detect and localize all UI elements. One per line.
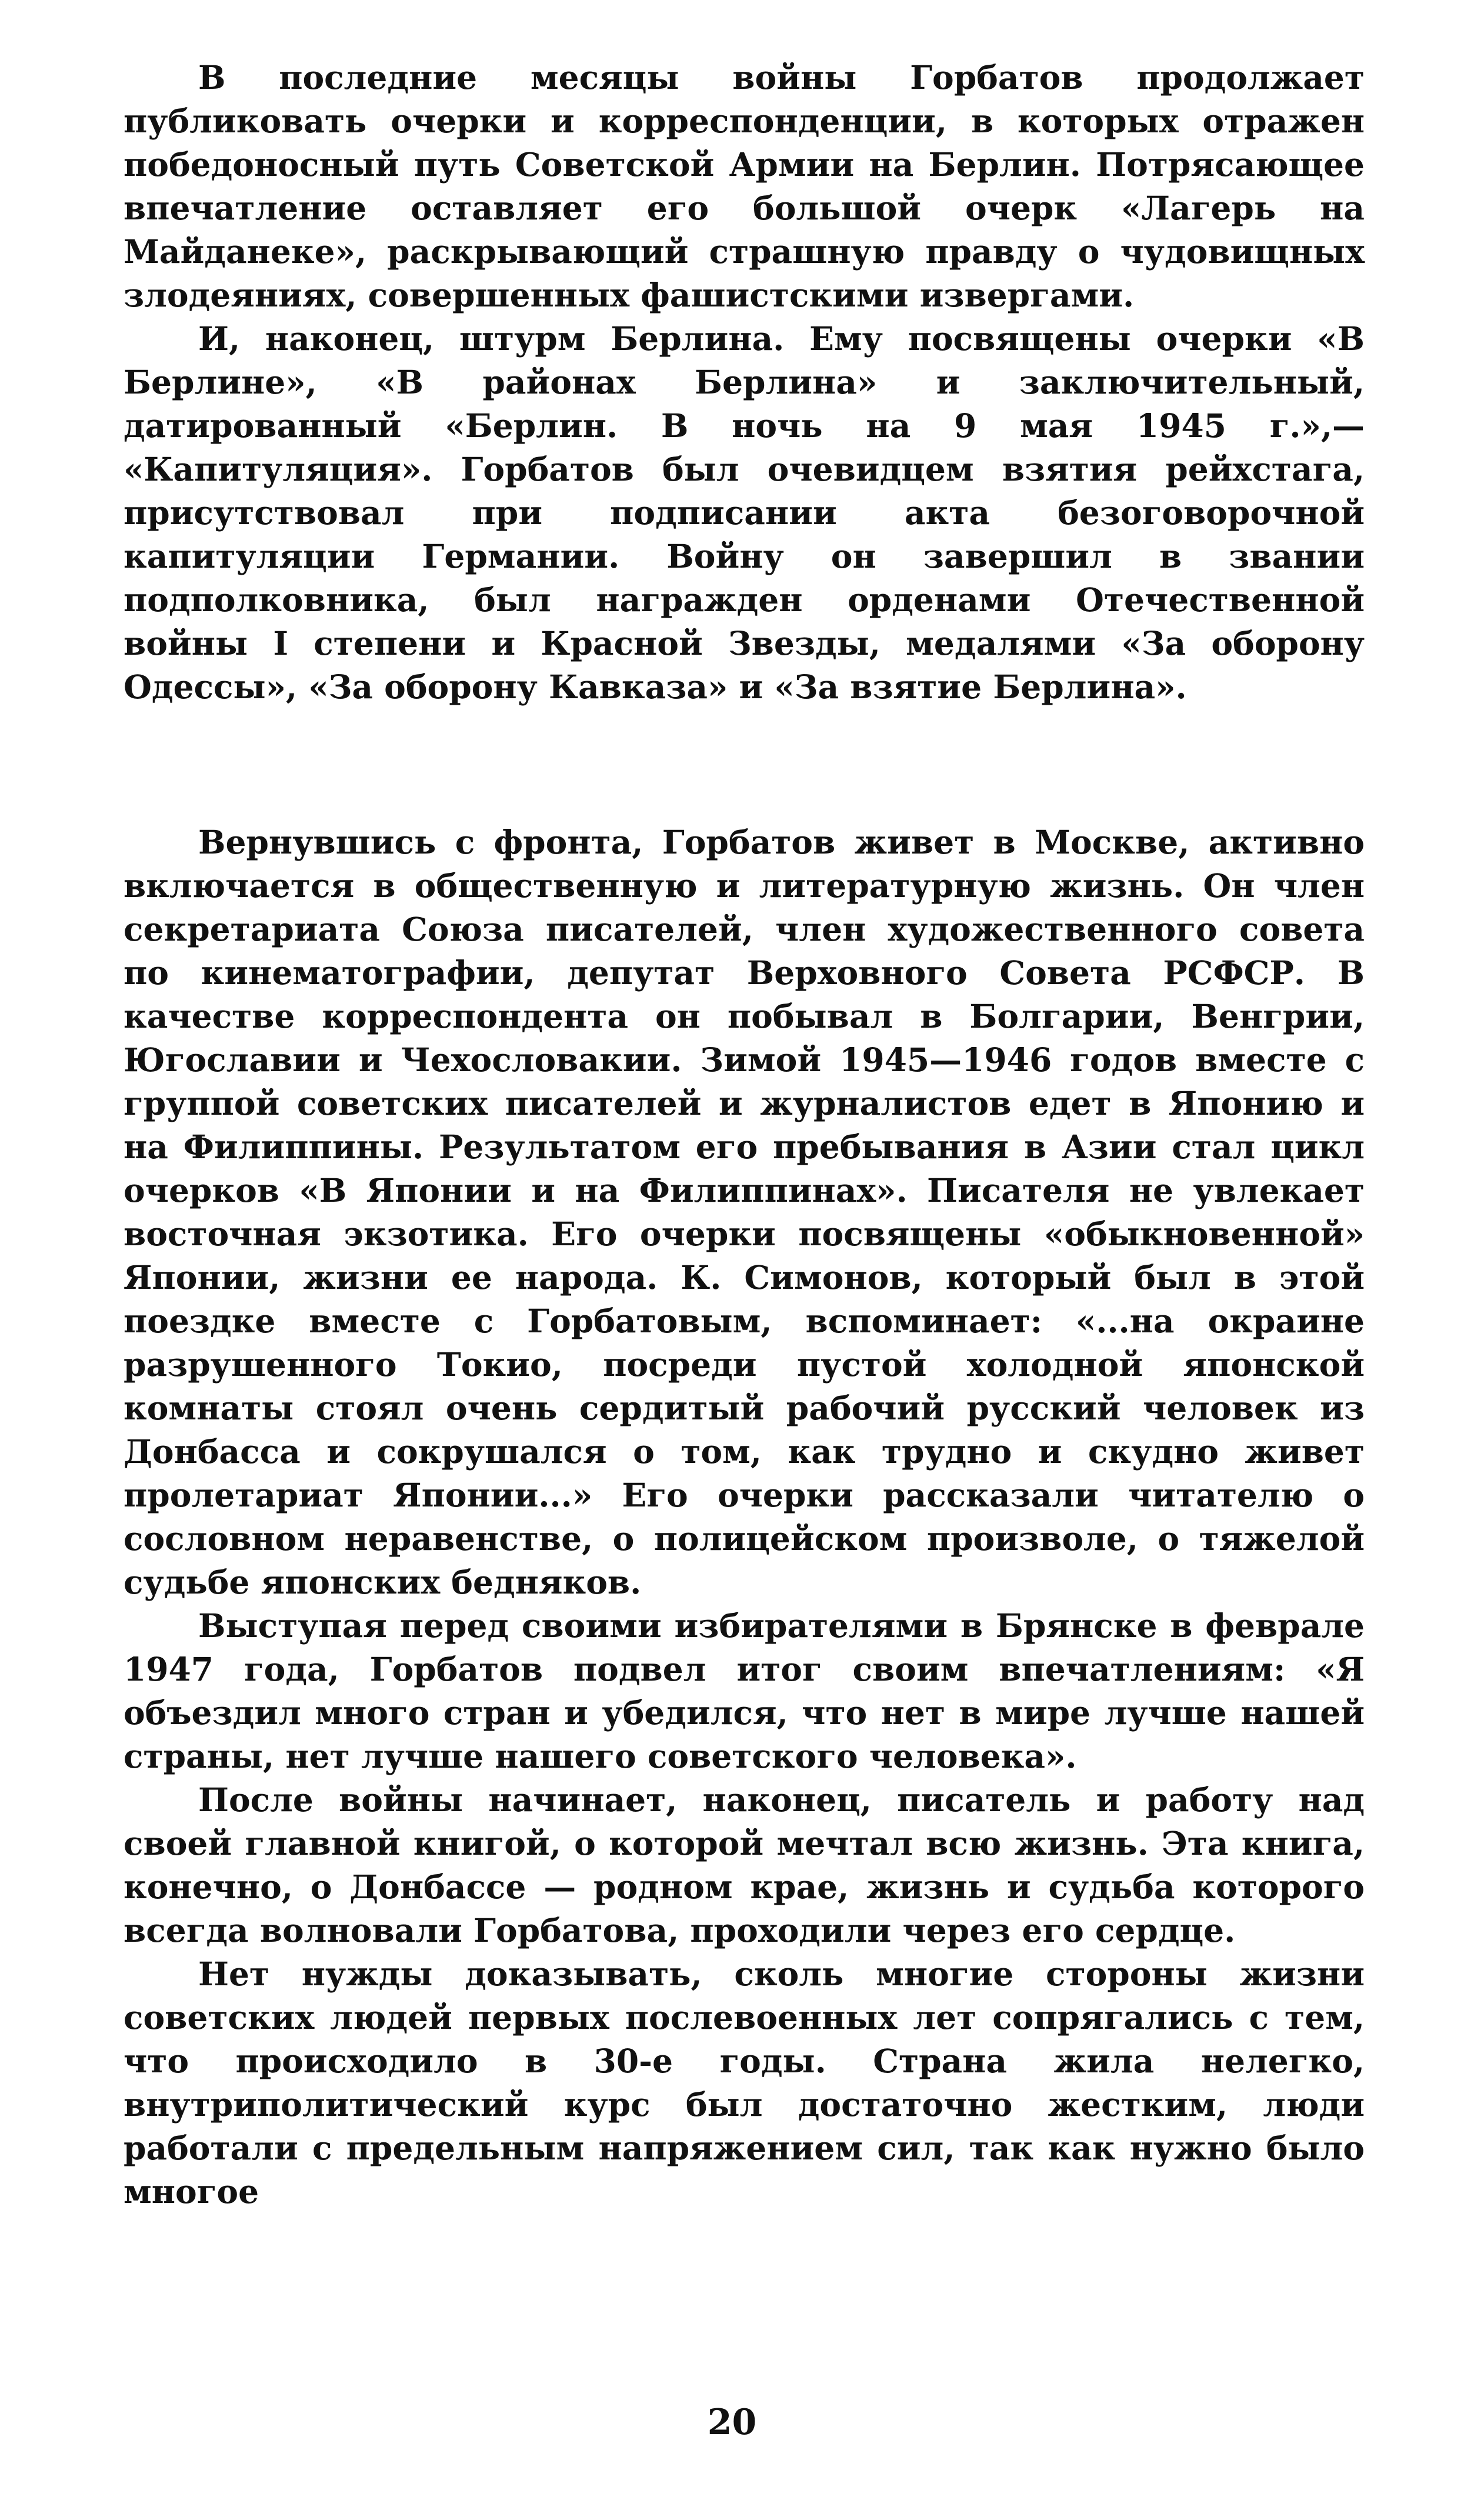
section-divider-space: [124, 709, 1365, 821]
paragraph-bryansk-speech: Выступая перед своими избирателями в Брянске в феврале 1947 года, Горбатов подвел итог своим впечатлениям: «Я объездил много стран и убедился, что нет в мире лучше нашей страны, нет лучше нашего советского человека».: [124, 1606, 1365, 1775]
paragraph-berlin-storm: И, наконец, штурм Берлина. Ему посвящены очерки «В Берлине», «В районах Берлина» и заключительный, датированный «Берлин. В ночь на 9 мая 1945 г.»,— «Капитуляция». Горбатов был очевидцем взятия рейхстага, присутствовал при подписании акта безоговорочной капитуляции Германии. Войну он завершил в звании подполковника, был награжден орденами Отечественной войны I степени и Красной Звезды, медалями «За оборону Одессы», «За оборону Кавказа» и «За взятие Берлина».: [124, 319, 1365, 706]
paragraph-postwar-years: Нет нужды доказывать, сколь многие стороны жизни советских людей первых послевоенных лет сопрягались с тем, что происходило в 30-е годы. Страна жила нелегко, внутриполитический курс был достаточно жестким, люди работали с предельным напряжением сил, так как нужно было многое: [124, 1955, 1365, 2211]
page-number: 20: [707, 2402, 757, 2443]
paragraph-donbass-book: После войны начинает, наконец, писатель и работу над своей главной книгой, о которой мечтал всю жизнь. Эта книга, конечно, о Донбассе — родном крае, жизнь и судьба которого всегда волновали Горбатова, проходили через его сердце.: [124, 1781, 1365, 1949]
page-body: [124, 56, 1365, 2214]
paragraph-postwar-moscow: Вернувшись с фронта, Горбатов живет в Москве, активно включается в общественную и литературную жизнь. Он член секретариата Союза писателей, член художественного совета по кинематографии, депутат Верховного Совета РСФСР. В качестве корреспондента он побывал в Болгарии, Венгрии, Югославии и Чехословакии. Зимой 1945—1946 годов вместе с группой советских писателей и журналистов едет в Японию и на Филиппины. Результатом его пребывания в Азии стал цикл очерков «В Японии и на Филиппинах». Писателя не увлекает восточная экзотика. Его очерки посвящены «обыкновенной» Японии, жизни ее народа. К. Симонов, который был в этой поездке вместе с Горбатовым, вспоминает: «...на окраине разрушенного Токио, посреди пустой холодной японской комнаты стоял очень сердитый рабочий русский человек из Донбасса и сокрушался о том, как трудно и скудно живет пролетариат Японии...» Его очерки рассказали читателю о сословном неравенстве, о полицейском произволе, о тяжелой судьбе японских бедняков.: [124, 823, 1365, 1601]
paragraph-maidanek: В последние месяцы войны Горбатов продолжает публиковать очерки и корреспонденции, в которых отражен победоносный путь Советской Армии на Берлин. Потрясающее впечатление оставляет его большой очерк «Лагерь на Майданеке», раскрывающий страшную правду о чудовищных злодеяниях, совершенных фашистскими извергами.: [124, 58, 1365, 314]
